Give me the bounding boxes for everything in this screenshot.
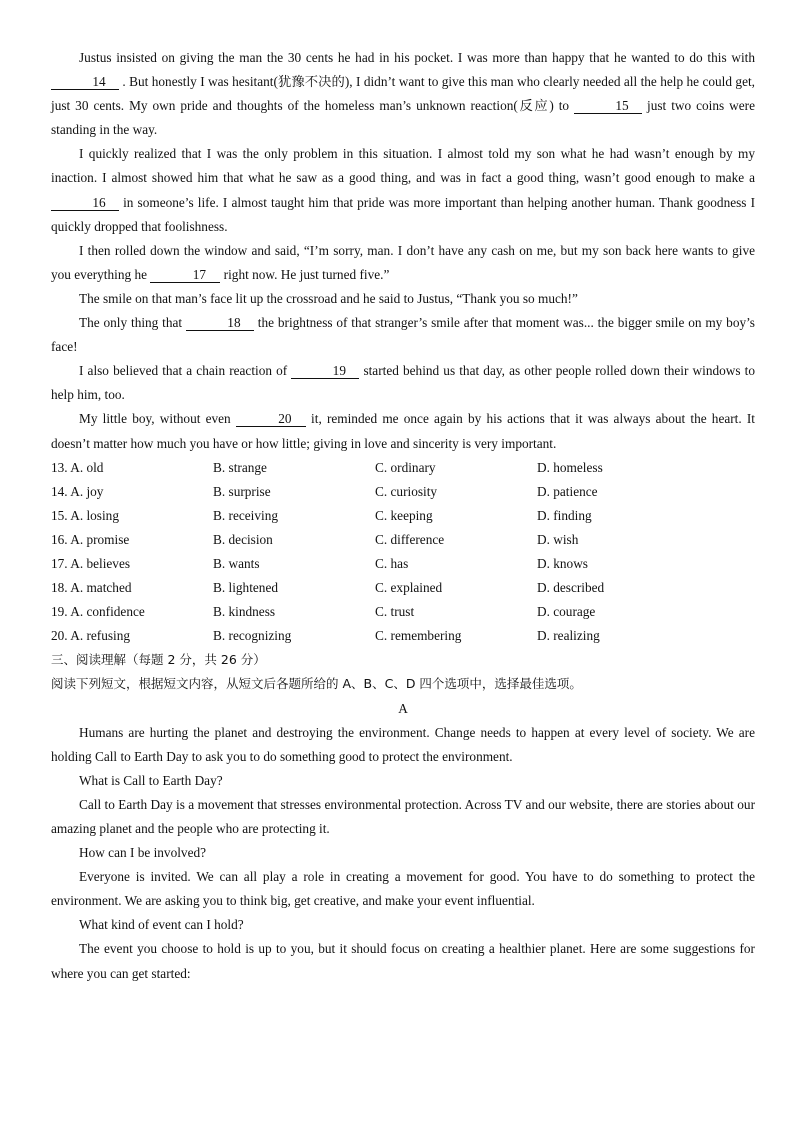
option-20-d: D. realizing bbox=[537, 628, 600, 644]
blank-16: 16 bbox=[51, 195, 119, 211]
text: . But honestly I was hesitant(犹豫不决的), I didn’t want to give this man who clearly needed all the help he could get, just 30 cents. My own pride and thoughts of the homeless man’s unknown reaction(反应) to bbox=[51, 74, 755, 114]
blank-19: 19 bbox=[291, 363, 359, 379]
option-16-b: B. decision bbox=[213, 531, 273, 547]
blank-18: 18 bbox=[186, 315, 254, 331]
option-14-a: 14. A. joy bbox=[51, 483, 104, 499]
option-18-b: B. lightened bbox=[213, 580, 278, 596]
option-13-b: B. strange bbox=[213, 459, 267, 475]
option-14-b: B. surprise bbox=[213, 483, 271, 499]
option-17-c: C. has bbox=[375, 555, 409, 571]
option-17-a: 17. A. believes bbox=[51, 555, 131, 571]
passage-question-heading: What is Call to Earth Day? bbox=[79, 772, 223, 788]
option-15-b: B. receiving bbox=[213, 507, 278, 523]
section-instruction: 阅读下列短文，根据短文内容，从短文后各题所给的 A、B、C、D 四个选项中，选择最佳选项。 bbox=[51, 676, 582, 692]
blank-17: 17 bbox=[150, 267, 220, 283]
text: I quickly realized that I was the only problem in this situation. I almost told my son what he had wasn’t enough by my inaction. I almost showed him that what he saw as a good thing, and was in fact a good thing, wasn’t good enough to make a bbox=[51, 146, 755, 186]
cloze-paragraph-7 bbox=[51, 407, 755, 455]
text: the brightness of that stranger’s smile after that moment was... the bigger smile on my boy’s face! bbox=[51, 315, 755, 355]
options-grid bbox=[51, 456, 755, 649]
blank-15: 15 bbox=[574, 98, 642, 114]
document-page bbox=[51, 46, 755, 986]
option-16-a: 16. A. promise bbox=[51, 531, 130, 547]
cloze-paragraph-1 bbox=[51, 46, 755, 142]
text: it, reminded me once again by his actions that it was always about the heart. It doesn’t matter how much you have or how little; giving in love and sincerity is very important. bbox=[51, 411, 755, 451]
option-13-a: 13. A. old bbox=[51, 459, 104, 475]
option-14-c: C. curiosity bbox=[375, 483, 438, 499]
option-17-d: D. knows bbox=[537, 555, 588, 571]
passage-paragraph: The event you choose to hold is up to you, but it should focus on creating a healthier planet. Here are some suggestions for where you can get started: bbox=[51, 941, 755, 981]
option-17-b: B. wants bbox=[213, 555, 260, 571]
cloze-paragraph-5 bbox=[51, 311, 755, 359]
text: I then rolled down the window and said, “I’m sorry, man. I don’t have any cash on me, but my son back here wants to give you everything he bbox=[51, 242, 755, 282]
option-16-d: D. wish bbox=[537, 531, 579, 547]
option-18-c: C. explained bbox=[375, 580, 443, 596]
passage-paragraph: Everyone is invited. We can all play a role in creating a movement for good. You have to do something to protect the environment. We are asking you to think big, get creative, and make your event influential. bbox=[51, 869, 755, 909]
text: Justus insisted on giving the man the 30 cents he had in his pocket. I was more than happy that he wanted to do this with bbox=[79, 50, 755, 65]
option-20-b: B. recognizing bbox=[213, 628, 292, 644]
option-15-a: 15. A. losing bbox=[51, 507, 119, 523]
passage-paragraph: Call to Earth Day is a movement that stresses environmental protection. Across TV and our website, there are stories about our amazing planet and the people who are protecting it. bbox=[51, 796, 755, 836]
text: just two coins were standing in the way. bbox=[51, 98, 755, 138]
passage-question-heading: What kind of event can I hold? bbox=[79, 917, 244, 933]
option-19-d: D. courage bbox=[537, 604, 596, 620]
option-15-c: C. keeping bbox=[375, 507, 433, 523]
option-15-d: D. finding bbox=[537, 507, 592, 523]
option-13-c: C. ordinary bbox=[375, 459, 436, 475]
option-20-c: C. remembering bbox=[375, 628, 462, 644]
passage-paragraph: Humans are hurting the planet and destroying the environment. Change needs to happen at every level of society. We are holding Call to Earth Day to ask you to do something good to protect the environment. bbox=[51, 724, 755, 764]
option-13-d: D. homeless bbox=[537, 459, 603, 475]
cloze-paragraph-4: The smile on that man’s face lit up the crossroad and he said to Justus, “Thank you so much!” bbox=[79, 290, 578, 306]
option-18-d: D. described bbox=[537, 580, 605, 596]
passage-question-heading: How can I be involved? bbox=[79, 845, 207, 861]
option-19-c: C. trust bbox=[375, 604, 415, 620]
option-20-a: 20. A. refusing bbox=[51, 628, 131, 644]
cloze-paragraph-2 bbox=[51, 142, 755, 238]
text: My little boy, without even bbox=[79, 411, 236, 427]
cloze-paragraph-6 bbox=[51, 359, 755, 407]
passage-label: A bbox=[398, 700, 408, 716]
option-16-c: C. difference bbox=[375, 531, 445, 547]
text: started behind us that day, as other people rolled down their windows to help him, too. bbox=[51, 363, 755, 403]
section-heading: 三、阅读理解（每题 2 分，共 26 分） bbox=[51, 652, 266, 668]
text: I also believed that a chain reaction of bbox=[79, 363, 292, 379]
blank-20: 20 bbox=[236, 411, 306, 427]
option-19-b: B. kindness bbox=[213, 604, 276, 620]
blank-14: 14 bbox=[51, 74, 119, 90]
text: in someone’s life. I almost taught him that pride was more important than helping another human. Thank goodness I quickly dropped that foolishness. bbox=[51, 194, 755, 234]
option-18-a: 18. A. matched bbox=[51, 580, 132, 596]
cloze-paragraph-3 bbox=[51, 239, 755, 287]
text: The only thing that bbox=[79, 315, 186, 331]
option-19-a: 19. A. confidence bbox=[51, 604, 145, 620]
option-14-d: D. patience bbox=[537, 483, 598, 499]
text: right now. He just turned five.” bbox=[220, 266, 390, 282]
